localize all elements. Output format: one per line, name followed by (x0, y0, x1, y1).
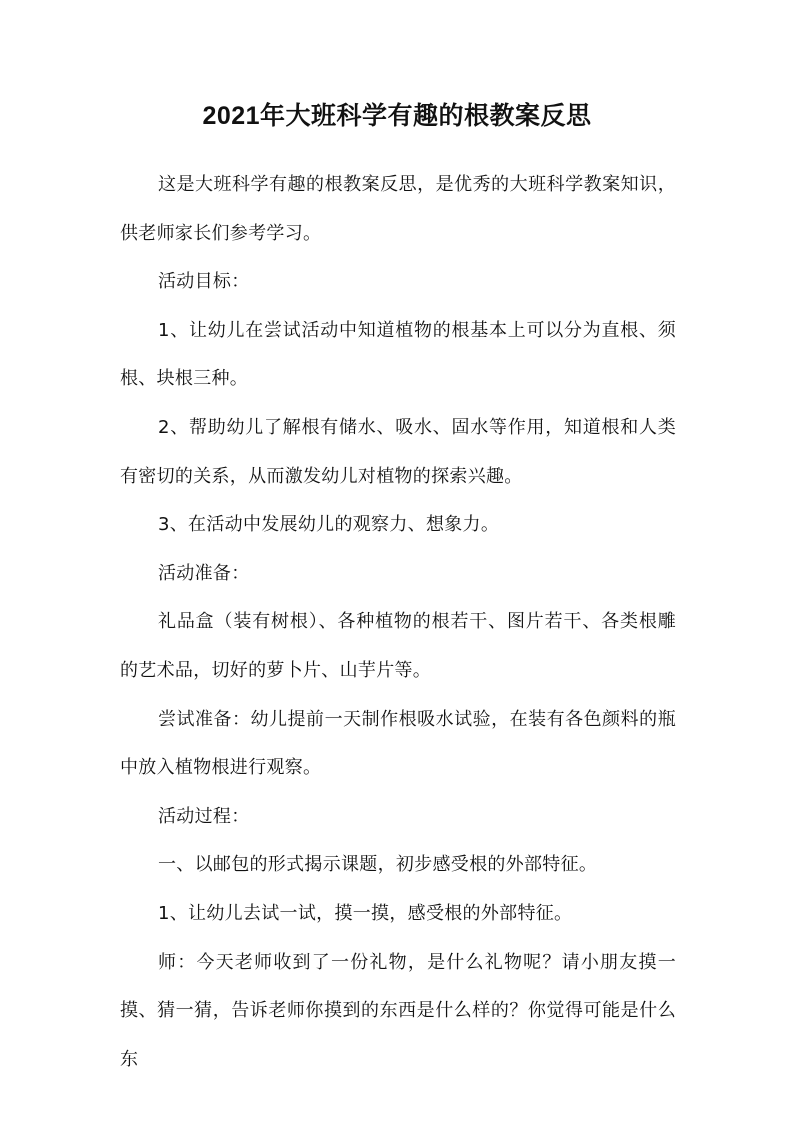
document-title: 2021年大班科学有趣的根教案反思 (202, 102, 592, 130)
paragraph-teacher-dialogue: 师：今天老师收到了一份礼物，是什么礼物呢？请小朋友摸一摸、猜一猜，告诉老师你摸到的东西是什么样的？你觉得可能是什么东 (120, 951, 676, 1070)
paragraph-goal-1: 1、让幼儿在尝试活动中知道植物的根基本上可以分为直根、须根、块根三种。 (120, 319, 676, 390)
document-body (120, 161, 676, 1084)
paragraph-process-substep-1: 1、让幼儿去试一试，摸一摸，感受根的外部特征。 (158, 902, 573, 924)
paragraph-prep-heading: 活动准备： (158, 562, 250, 584)
paragraph-goals-heading: 活动目标： (158, 271, 250, 293)
paragraph-process-heading: 活动过程： (158, 805, 250, 827)
paragraph-prep-materials: 礼品盒（装有树根）、各种植物的根若干、图片若干、各类根雕的艺术品，切好的萝卜片、山芋片等。 (120, 611, 676, 681)
paragraph-goal-2: 2、帮助幼儿了解根有储水、吸水、固水等作用，知道根和人类有密切的关系，从而激发幼儿对植物的探索兴趣。 (120, 416, 676, 487)
paragraph-goal-3: 3、在活动中发展幼儿的观察力、想象力。 (158, 514, 500, 536)
paragraph-intro: 这是大班科学有趣的根教案反思，是优秀的大班科学教案知识，供老师家长们参考学习。 (120, 174, 676, 244)
paragraph-process-step-1: 一、以邮包的形式揭示课题，初步感受根的外部特征。 (158, 854, 598, 876)
paragraph-prep-trial: 尝试准备：幼儿提前一天制作根吸水试验，在装有各色颜料的瓶中放入植物根进行观察。 (120, 708, 676, 779)
